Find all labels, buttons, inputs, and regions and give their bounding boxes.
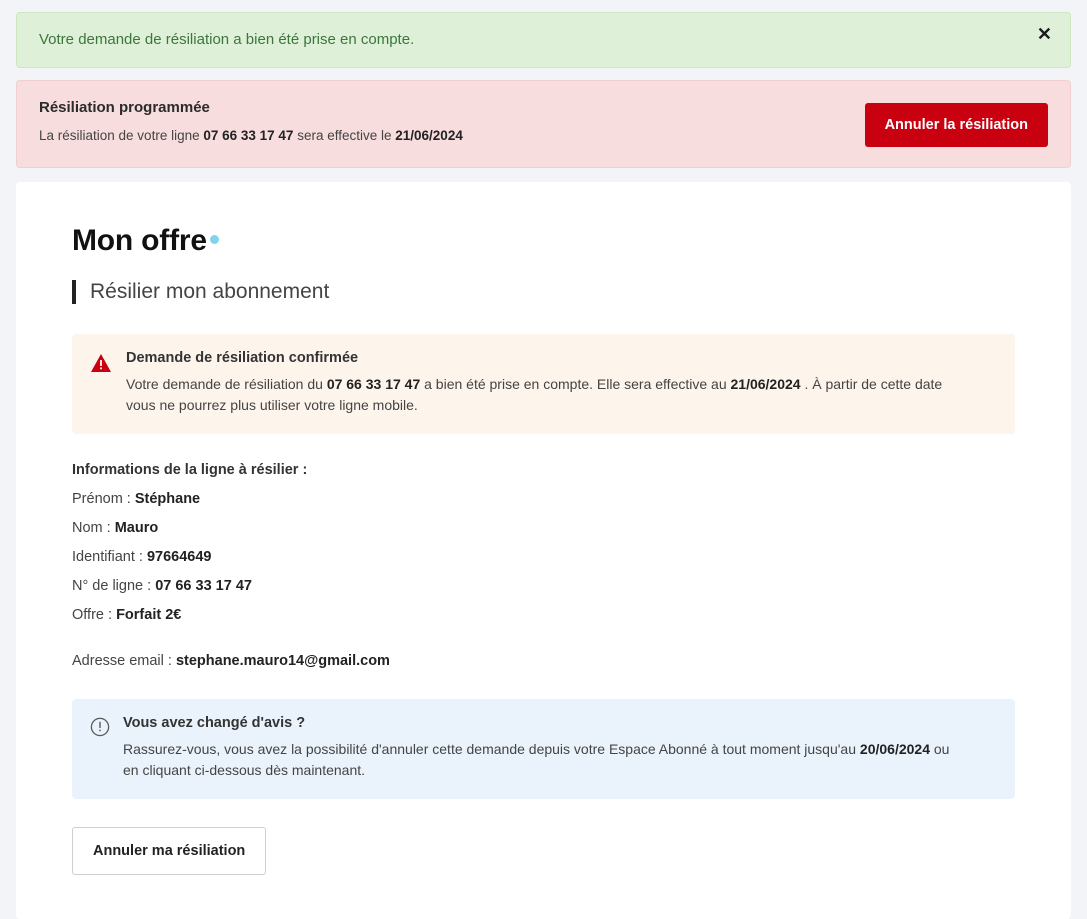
info-row-email [72, 653, 1015, 669]
warning-phone: 07 66 33 17 47 [326, 376, 421, 393]
banner-text-prefix: La résiliation de votre ligne [39, 128, 204, 143]
change-of-mind-text [123, 739, 968, 781]
info-label-ligne: N° de ligne : [72, 578, 156, 595]
info-circle-icon [90, 717, 110, 742]
info-row-prenom [72, 491, 1015, 507]
page-subtitle: Résilier mon abonnement [72, 280, 1015, 304]
main-card [16, 182, 1071, 919]
warning-date: 21/06/2024 [730, 376, 801, 393]
resiliation-banner-detail [39, 128, 865, 143]
info-label-identifiant: Identifiant : [72, 549, 147, 566]
confirmation-warning-box [72, 334, 1015, 434]
info-label-prenom: Prénom : [72, 491, 135, 508]
accent-dot-icon [210, 235, 219, 244]
confirmation-warning-title: Demande de résiliation confirmée [126, 350, 359, 367]
info-value-ligne: 07 66 33 17 47 [155, 578, 252, 595]
annuler-ma-resiliation-button[interactable]: Annuler ma résiliation [72, 827, 266, 875]
close-icon[interactable]: ✕ [1033, 23, 1056, 45]
banner-date: 21/06/2024 [395, 128, 463, 143]
change-of-mind-box [72, 699, 1015, 799]
infobox-text-1: Rassurez-vous, vous avez la possibilité d'annuler cette demande depuis votre Espace Abonné à tout moment jusqu'au [123, 741, 860, 758]
info-row-ligne [72, 578, 1015, 594]
info-value-offre: Forfait 2€ [116, 607, 182, 624]
warning-text-2: a bien été prise en compte. Elle sera effective au [420, 376, 731, 393]
resiliation-banner-text [39, 97, 865, 143]
info-value-prenom: Stéphane [134, 491, 201, 508]
infos-heading: Informations de la ligne à résilier : [72, 462, 308, 479]
page-title [72, 224, 219, 258]
warning-triangle-icon [90, 353, 112, 378]
info-value-email: stephane.mauro14@gmail.com [175, 653, 390, 670]
success-alert-message: Votre demande de résiliation a bien été prise en compte. [39, 31, 415, 48]
change-of-mind-title: Vous avez changé d'avis ? [123, 715, 306, 732]
warning-text-3: . À partir de cette date vous ne pourrez plus utiliser votre ligne mobile. [126, 376, 943, 414]
infobox-text-2: ou en cliquant ci-dessous dès maintenant. [123, 741, 950, 779]
info-row-identifiant [72, 549, 1015, 565]
info-label-offre: Offre : [72, 607, 117, 624]
page-title-text: Mon offre [72, 224, 207, 257]
infobox-date: 20/06/2024 [859, 741, 930, 758]
info-label-nom: Nom : [72, 520, 115, 537]
info-value-nom: Mauro [114, 520, 159, 537]
annuler-la-resiliation-button[interactable]: Annuler la résiliation [865, 103, 1048, 147]
change-of-mind-content [123, 715, 968, 781]
resiliation-banner [16, 80, 1071, 168]
success-alert [16, 12, 1071, 68]
info-value-identifiant: 97664649 [146, 549, 212, 566]
info-label-email: Adresse email : [72, 653, 176, 670]
banner-text-middle: sera effective le [293, 128, 396, 143]
card-inner [16, 210, 1071, 875]
warning-text-1: Votre demande de résiliation du [126, 376, 327, 393]
resiliation-banner-title: Résiliation programmée [39, 99, 210, 116]
confirmation-warning-text [126, 374, 971, 416]
info-row-nom [72, 520, 1015, 536]
info-row-offre [72, 607, 1015, 623]
banner-phone: 07 66 33 17 47 [203, 128, 294, 143]
confirmation-warning-content [126, 350, 971, 416]
